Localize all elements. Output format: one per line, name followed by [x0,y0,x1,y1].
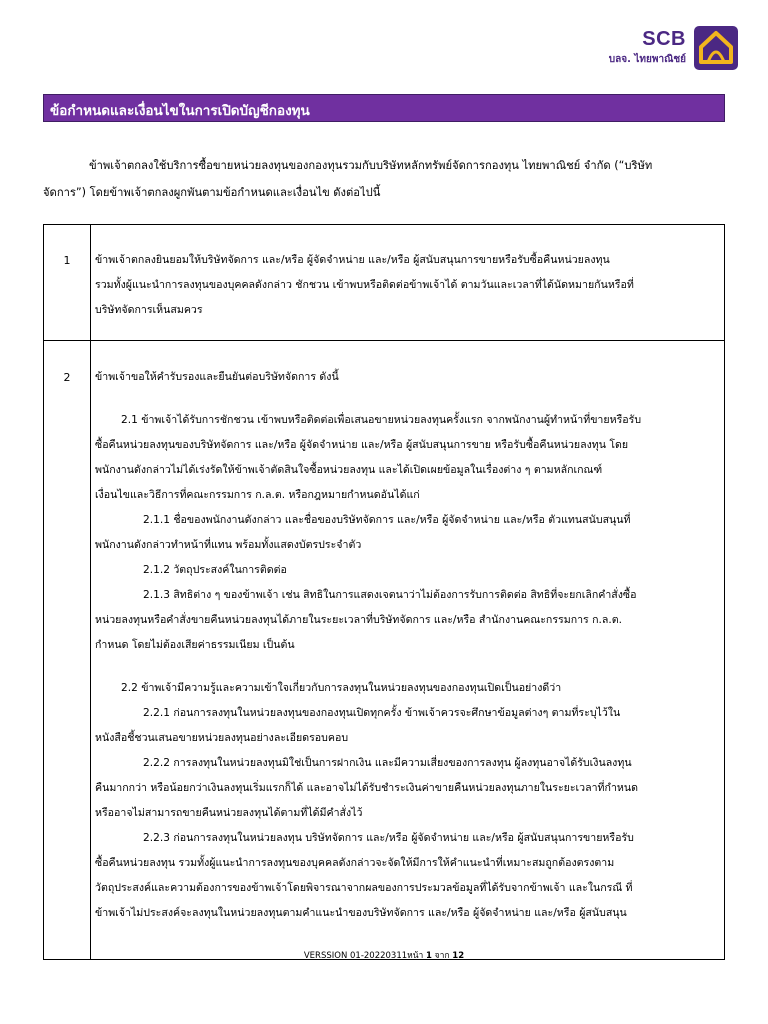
clause-2-2-3-line: ซื้อคืนหน่วยลงทุน รวมทั้งผู้แนะนำการลงทุนของบุคคลดังกล่าวจะจัดให้มีการให้คำแนะนำที่เหมาะสมถูกต้องตรงตาม [95,857,615,869]
clause-2-2-3-line: ข้าพเจ้าไม่ประสงค์จะลงทุนในหน่วยลงทุนตามคำแนะนำของบริษัทจัดการ และ/หรือ ผู้จัดจำหน่าย และ/หรือ ผู้สนับสนุน [95,907,627,919]
clause-2-2-line: 2.2 ข้าพเจ้ามีความรู้และความเข้าใจเกี่ยวกับการลงทุนในหน่วยลงทุนของกองทุนเปิดเป็นอย่างดีว่า [121,682,562,694]
table-row [44,225,725,341]
item-body [91,225,725,341]
clause-2-1-2-line: 2.1.2 วัตถุประสงค์ในการติดต่อ [143,564,287,576]
clause-2-1-line: 2.1 ข้าพเจ้าได้รับการชักชวน เข้าพบหรือติดต่อเพื่อเสนอขายหน่วยลงทุนครั้งแรก จากพนักงานผู้ทำหน้าที่ขายหรือรับ [121,414,642,426]
item-text-line: บริษัทจัดการเห็นสมควร [95,304,203,316]
clause-2-1-3-line: 2.1.3 สิทธิต่าง ๆ ของข้าพเจ้า เช่น สิทธิในการแสดงเจตนาว่าไม่ต้องการรับการติดต่อ สิทธิที่จะยกเลิกคำสั่งซื้อ [143,589,637,601]
clause-2-1-1-line: พนักงานดังกล่าวทำหน้าที่แทน พร้อมทั้งแสดงบัตรประจำตัว [95,539,362,551]
clause-2-2-2-line: คืนมากกว่า หรือน้อยกว่าเงินลงทุนเริ่มแรกก็ได้ และอาจไม่ได้รับชำระเงินค่าขายคืนหน่วยลงทุนภายในระยะเวลาที่กำหนด [95,782,638,794]
clause-2-1-line: ซื้อคืนหน่วยลงทุนของบริษัทจัดการ และ/หรือ ผู้จัดจำหน่าย และ/หรือ ผู้สนับสนุนการขาย หรือรับซื้อคืนหน่วยลงทุน โดย [95,439,629,451]
logo-subtitle: บลจ. ไทยพาณิชย์ [608,54,686,65]
page-footer [0,948,768,962]
table-row [44,341,725,960]
scb-logo [578,24,738,70]
clause-2-1-3-line: หน่วยลงทุนหรือคำสั่งขายคืนหน่วยลงทุนได้ภายในระยะเวลาที่บริษัทจัดการ และ/หรือ สำนักงานคณะกรรมการ ก.ล.ต. [95,614,623,626]
terms-table [43,224,725,960]
item-heading: ข้าพเจ้าขอให้คำรับรองและยืนยันต่อบริษัทจัดการ ดังนี้ [95,371,339,383]
page-total: 12 [452,951,465,961]
intro-line: ข้าพเจ้าตกลงใช้บริการซื้อขายหน่วยลงทุนของกองทุนรวมกับบริษัทหลักทรัพย์จัดการกองทุน ไทยพาณิชย์ จำกัด (“บริษัท [89,159,653,172]
page-number: 1 [426,951,432,961]
intro-line: จัดการ”) โดยข้าพเจ้าตกลงผูกพันตามข้อกำหนดและเงื่อนไข ดังต่อไปนี้ [43,186,381,199]
clause-2-2-3-line: วัตถุประสงค์และความต้องการของข้าพเจ้าโดยพิจารณาจากผลของการประมวลข้อมูลที่ได้รับจากข้าพเจ้า และในกรณี ที่ [95,882,633,894]
clause-2-1-3-line: กำหนด โดยไม่ต้องเสียค่าธรรมเนียม เป็นต้น [95,639,295,651]
logo-name: SCB [642,28,686,50]
page-of-label: จาก [434,951,450,961]
clause-2-2-2-line: หรืออาจไม่สามารถขายคืนหน่วยลงทุนได้ตามที่ได้มีคำสั่งไว้ [95,807,363,819]
item-text-line: ข้าพเจ้าตกลงยินยอมให้บริษัทจัดการ และ/หรือ ผู้จัดจำหน่าย และ/หรือ ผู้สนับสนุนการขายหรือรับซื้อคืนหน่วยลงทุน [95,254,610,266]
clause-2-1-1-line: 2.1.1 ชื่อของพนักงานดังกล่าว และชื่อของบริษัทจัดการ และ/หรือ ผู้จัดจำหน่าย และ/หรือ ตัวแทนสนับสนุนที่ [143,514,631,526]
item-text-line: รวมทั้งผู้แนะนำการลงทุนของบุคคลดังกล่าว ชักชวน เข้าพบหรือติดต่อข้าพเจ้าได้ ตามวันและเวลาที่ได้นัดหมายกันหรือที่ [95,279,634,291]
clause-2-2-1-line: 2.2.1 ก่อนการลงทุนในหน่วยลงทุนของกองทุนเปิดทุกครั้ง ข้าพเจ้าควรจะศึกษาข้อมูลต่างๆ ตามที่ระบุไว้ใน [143,707,621,719]
clause-2-1-line: เงื่อนไขและวิธีการที่คณะกรรมการ ก.ล.ต. หรือกฎหมายกำหนดอันได้แก่ [95,489,420,501]
item-number: 2 [44,341,91,960]
version-label: VERSSION 01-20220311หน้า [303,951,424,961]
clause-2-1-line: พนักงานดังกล่าวไม่ได้เร่งรัดให้ข้าพเจ้าตัดสินใจซื้อหน่วยลงทุน และได้เปิดเผยข้อมูลในเรื่องต่าง ๆ ตามหลักเกณฑ์ [95,464,603,476]
clause-2-2-3-line: 2.2.3 ก่อนการลงทุนในหน่วยลงทุน บริษัทจัดการ และ/หรือ ผู้จัดจำหน่าย และ/หรือ ผู้สนับสนุนการขายหรือรับ [143,832,634,844]
intro-paragraph [43,152,725,206]
section-banner [43,94,725,122]
item-body [91,341,725,960]
page-title: ข้อกำหนดและเงื่อนไขในการเปิดบัญชีกองทุน [50,103,310,119]
clause-2-2-1-line: หนังสือชี้ชวนเสนอขายหน่วยลงทุนอย่างละเอียดรอบคอบ [95,732,349,744]
item-number: 1 [44,225,91,341]
clause-2-2-2-line: 2.2.2 การลงทุนในหน่วยลงทุนมิใช่เป็นการฝากเงิน และมีความเสี่ยงของการลงทุน ผู้ลงทุนอาจได้รับเงินลงทุน [143,757,632,769]
scb-logo-icon [694,26,738,70]
